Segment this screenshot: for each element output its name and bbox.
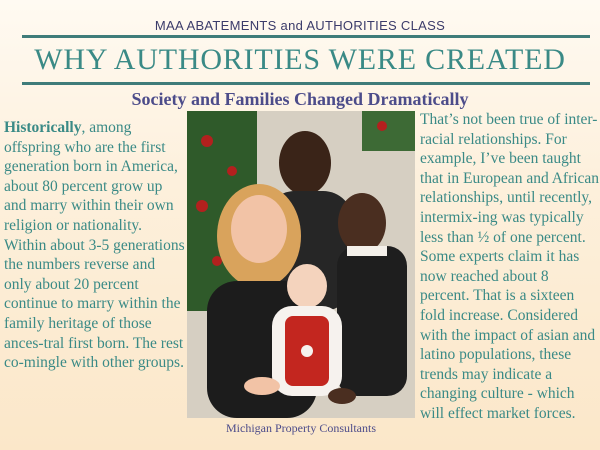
course-header: MAA ABATEMENTS and AUTHORITIES CLASS <box>154 18 446 33</box>
left-text-body: , among offspring who are the first generation born in America, about 80 percent grow up and marry within their own religion or nationality. Within about 3-5 generations the numbers reverse and only about 20 percent continue to marry within the family heritage of those ances-tral first born. The rest co-mingle with other groups. <box>4 119 185 372</box>
family-photo-illustration <box>187 111 415 418</box>
right-text-column: That’s not been true of inter-racial relationships. For example, I’ve been taught that in European and African relationships, until recently, intermix-ing was typically less than ½ of one percent. Some experts claim it has now reached about 8 percent. That is a sixteen fold increase. Considered with the impact of asian and latino populations, these trends may indicate a changing culture - which will effect market forces. <box>420 111 600 422</box>
title-rule <box>22 82 590 85</box>
slide-title: WHY AUTHORITIES WERE CREATED <box>34 43 566 76</box>
photo-caption: Michigan Property Consultants <box>226 421 376 435</box>
left-text-column <box>4 118 186 373</box>
left-text-lead: Historically <box>4 119 82 136</box>
family-photo <box>187 111 415 418</box>
top-rule <box>22 35 590 38</box>
slide-subtitle: Society and Families Changed Dramatically <box>131 89 469 109</box>
